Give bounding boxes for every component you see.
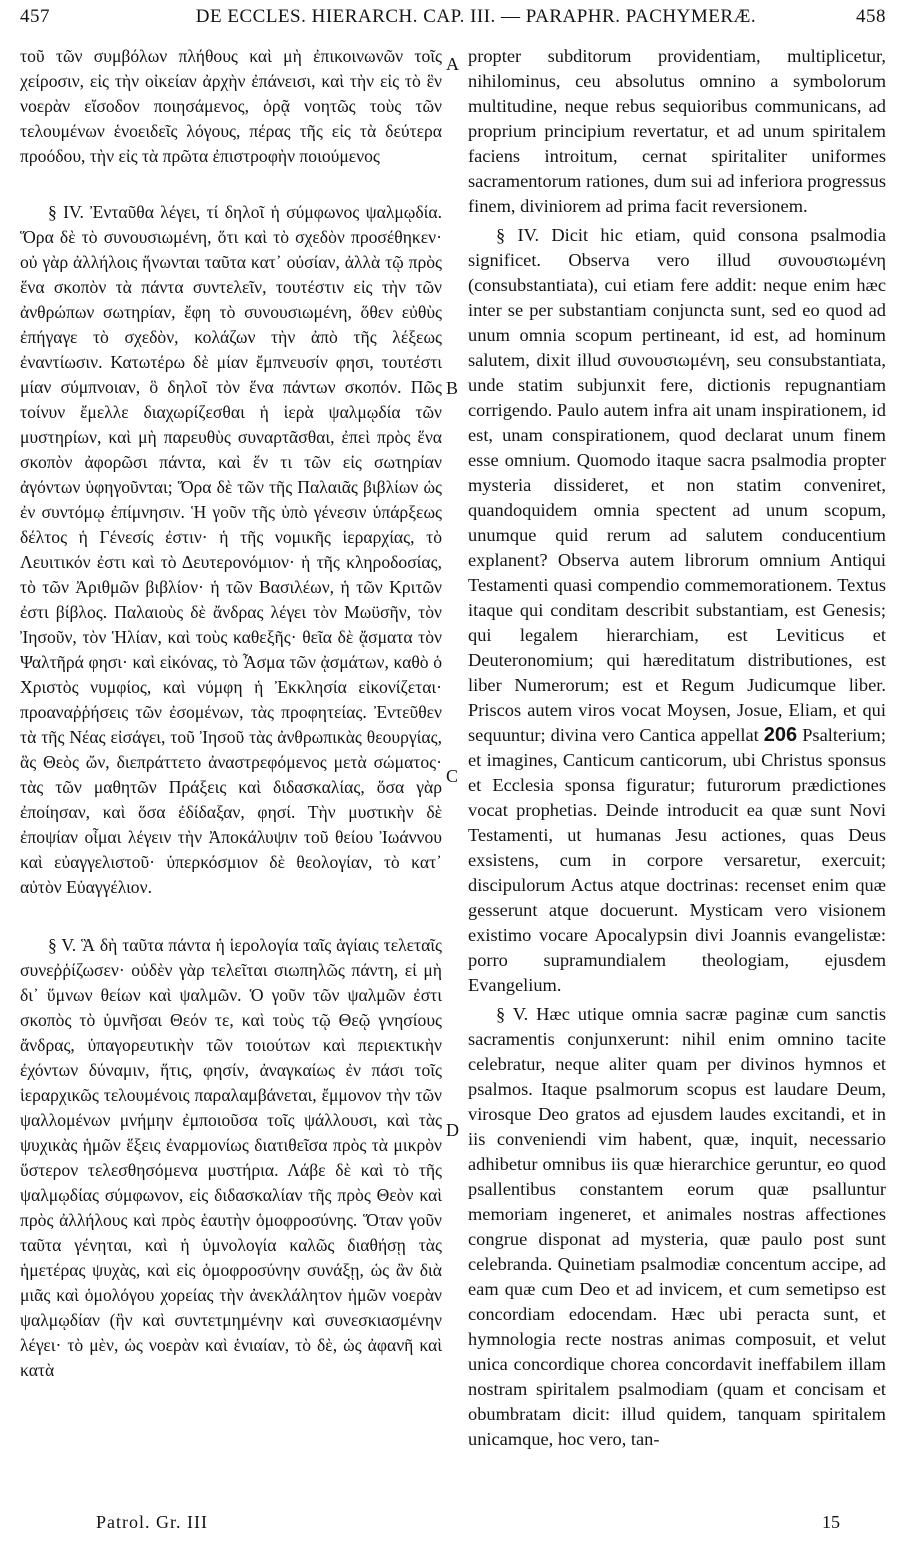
- margin-letter-d: D: [446, 1120, 459, 1140]
- latin-column: [468, 44, 886, 1492]
- running-header: [20, 6, 886, 36]
- column-number: 206: [763, 724, 798, 746]
- latin-paragraph: § V. Hæc utique omnia sacræ paginæ cum sanctis sacramentis conjunxerunt: nihil enim omnino tacite celebratur, neque aliter quam per divinos hymnos et psalmos. Itaque psalmorum scopus est laudare Deum, virosque Deo gratos ad ejusdem laudes excitandi, et in iis conveniendi vim habent, quæ, inquit, necessario adhibetur omnibus iis quæ hierarchice geruntur, eo quod psallentibus constantem eorum quæ psalluntur memoriam ingeneret, et animales nostras affectiones congrue disponat ad mysteria, quæ paulo post sunt celebranda. Quinetiam psalmodiæ concentum accipe, ad eam quæ cum Deo et ad invicem, et cum semetipso est concordiam edocendam. Hæc ubi peracta sunt, et hymnologia recte nostras animas composuit, et velut unica concordique chorea concordavit ineffabilem illam nostram spiritalem psalmodiam (quam et concisam et obumbratam dicit: illud quidem, tanquam spiritalem unicamque, hoc vero, tan-: [468, 1004, 886, 1449]
- sheet-number: 15: [822, 1512, 840, 1532]
- latin-text: § IV. Dicit hic etiam, quid consona psalmodia significet. Observa vero illud συνουσιωμένη (consubstantiata), cui etiam fere addit: neque enim hæc inter se per substantiam conjuncta sunt, sed eo quod ad unum omnia scopum pertineant, id est, ad hominum salutem, dixit illud συνουσιωμένη, seu consubstantiata, unde statim subjunxit fere, dictionis repugnantiam corrigendo. Paulo autem infra ait unam inspirationem, id est, unam conspirationem, quod declarat unum finem esse omnium. Quomodo itaque sacra psalmodia propter mysteria dissideret, et non statim conveniret, quandoquidem omnia spectent ad unum scopum, unumque quid rerum ad salutem conducentium explanent? Observa autem librorum omnium Antiqui Testamenti quasi compendio commemorationem. Textus itaque qui conditam describit substantiam, est Genesis; qui legalem hierarchiam, est Leviticus et Deuteronomium; qui hæreditatum distributiones, est liber Numerorum; est et Regum Judicumque liber. Priscos autem viros vocat Moysen, Josue, Eliam, et qui sequuntur; divina vero Cantica appellat: [468, 225, 886, 745]
- margin-letter-a: A: [446, 54, 459, 74]
- signature-mark: Patrol. Gr. III: [96, 1512, 208, 1532]
- margin-letter-c: C: [446, 766, 459, 786]
- latin-paragraph: [468, 223, 886, 998]
- greek-column: [20, 44, 442, 1492]
- running-title: DE ECCLES. HIERARCH. CAP. III. — PARAPHR. PACHYMERÆ.: [195, 6, 757, 27]
- margin-letter-b: B: [446, 378, 459, 398]
- latin-paragraph: propter subditorum providentiam, multiplicetur, nihilominus, ceu absolutus omnino a symbolorum multitudine, neque rebus sequioribus communicans, ad proprium principium revertatur, et ad unum spiritalem faciens introitum, cernat spiritaliter uniformes sacramentorum rationes, dum sui ad inferiora progressus finem, diviniorem ad prima facit reversionem.: [468, 46, 886, 216]
- greek-paragraph: τοῦ τῶν συμβόλων πλήθους καὶ μὴ ἐπικοινωνῶν τοῖς χείροσιν, εἰς τὴν οἰκείαν ἀρχὴν ἐπάνεισι, καὶ τὴν εἰς τὸ ἓν νοερὰν εἴσοδον ποιησάμενος, ὁρᾷ νοητῶς τοὺς τῶν τελουμένων ἑνοειδεῖς λόγους, πέρας τῆς εἰς τὰ δεύτερα προόδου, τὴν εἰς τὰ πρῶτα ἐπιστροφὴν ποιούμενος: [20, 46, 442, 166]
- page-number-right: 458: [856, 6, 886, 27]
- page-footer: [20, 1512, 886, 1540]
- greek-paragraph: § V. Ἃ δὴ ταῦτα πάντα ἡ ἱερολογία ταῖς ἁγίαις τελεταῖς συνεῤῥίζωσεν· οὐδὲν γὰρ τελεῖται σιωπηλῶς πάντη, εἰ μὴ δι᾽ ὕμνων θείων καὶ ψαλμῶν. Ὁ γοῦν τῶν ψαλμῶν ἐστι σκοπὸς τὸ ὑμνῆσαι Θεόν τε, καὶ τοὺς τῷ Θεῷ γνησίους ἄνδρας, ὑπαγορευτικὴν τῶν τοιούτων καὶ περιεκτικὴν ἐχόντων δύναμιν, ἥτις, φησίν, ἀναγκαίως ἐν πάσι τοῖς ἱεραρχικῶς τελουμένοις παραλαμβάνεται, ἔμμονον τὴν τῶν ψαλλομένων μνήμην ἐμποιοῦσα τοῖς ψάλλουσι, καὶ τὰς ψυχικὰς ἡμῶν ἕξεις ἐναρμονίως διατιθεῖσα πρὸς τὰ μικρὸν ὕστερον τελεσθησόμενα μυστήρια. Λάβε δὲ καὶ τὸ τῆς ψαλμῳδίας σύμφωνον, εἰς διδασκαλίαν τῆς πρὸς Θεὸν καὶ πρὸς ἀλλήλους καὶ πρὸς ἑαυτὴν ὁμοφροσύνης. Ὅταν γοῦν ταῦτα γένηται, καὶ ἡ ὑμνολογία καλῶς διαθήσῃ τὰς ἡμετέρας ψυχὰς, καὶ εἰς ὁμοφροσύνην συνάξῃ, ὡς ἂν διὰ μιᾶς καὶ ὁμολόγου χορείας τὴν ἀνεκλάλητον ἡμῶν νοερὰν ψαλμῳδίαν (ἣν καὶ συντετμημένην καὶ συνεσκιασμένην λέγει· τὸ μὲν, ὡς νοερὰν καὶ ἑνιαίαν, τὸ δὲ, ὡς ἀφανῆ καὶ κατὰ: [20, 935, 442, 1380]
- page-number-left: 457: [20, 6, 50, 27]
- greek-paragraph: § IV. Ἐνταῦθα λέγει, τί δηλοῖ ἡ σύμφωνος ψαλμῳδία. Ὅρα δὲ τὸ συνουσιωμένη, ὅτι καὶ τὸ σχεδὸν προσέθηκεν· οὐ γὰρ ἀλλήλοις ἥνωνται ταῦτα κατ᾽ οὐσίαν, ἀλλὰ τῷ πρὸς ἕνα σκοπὸν τὰ πάντα συντελεῖν, τουτέστιν εἰς τὴν τῶν ἀνθρώπων σωτηρίαν, ἔφη τὸ συνουσιωμένη, ὅθεν εὐθὺς ἐπήγαγε τὸ σχεδὸν, κολάζων τὴν ἀπὸ τῆς λέξεως ἐναντίωσιν. Κατωτέρω δὲ μίαν ἔμπνευσίν φησι, τουτέστι μίαν σύμπνοιαν, ὃ δηλοῖ τὸν ἕνα πάντων σκοπόν. Πῶς τοίνυν ἔμελλε διαχωρίζεσθαι ἡ ἱερὰ ψαλμῳδία τῶν μυστηρίων, καὶ μὴ παρευθὺς συναρτᾶσθαι, ἐπεὶ πρὸς ἕνα σκοπὸν ἀφορῶσι πάντα, καὶ ἕν τι τῶν εἰς σωτηρίαν ἀγόντων ὑφηγοῦνται; Ὅρα δὲ τῶν τῆς Παλαιᾶς βιβλίων ὡς ἐν συντόμῳ ἐπίμνησιν. Ἡ γοῦν τῆς ὑπὸ γένεσιν ὑπάρξεως δέλτος ἡ Γένεσίς ἐστιν· ἡ τῆς νομικῆς ἱεραρχίας, τὸ Λευιτικόν ἐστι καὶ τὸ Δευτερονόμιον· ἡ τῆς κληροδοσίας, τὸ τῶν Ἀριθμῶν βιβλίον· ἡ τῶν Βασιλέων, ἡ τῶν Κριτῶν ἐστι βίβλος. Παλαιοὺς δὲ ἄνδρας λέγει τὸν Μωϋσῆν, τὸν Ἰησοῦν, τὸν Ἡλίαν, καὶ τοὺς καθεξῆς· θεῖα δὲ ᾄσματα τὸν Ψαλτῆρά φησι· καὶ εἰκόνας, τὸ Ἆσμα τῶν ᾀσμάτων, καθὸ ὁ Χριστὸς νυμφίος, καὶ νύμφη ἡ Ἐκκλησία εἰκονίζεται· προαναῤῥήσεις τῶν ἐσομένων, τὰς προφητείας. Ἐντεῦθεν τὰ τῆς Νέας εἰσάγει, τοῦ Ἰησοῦ τὰς ἀνθρωπικὰς θεουργίας, ἃς Θεὸς ὤν, διεπράττετο ἀναστρεφόμενος μετὰ σώματος· τὰς τῶν μαθητῶν Πράξεις καὶ διδασκαλίας, ὅσα γὰρ ἐποίησαν, καὶ ὅσα ἐδίδαξαν, φησί. Τὴν μυστικὴν δὲ ἐποψίαν οἶμαι λέγειν τὴν Ἀποκάλυψιν τοῦ θείου Ἰωάννου καὶ εὐαγγελιστοῦ· ὑπερκόσμιον δὲ θεολογίαν, τὸ κατ᾽ αὐτὸν Εὐαγγέλιον.: [20, 202, 442, 897]
- latin-text: Psalterium; et imagines, Canticum canticorum, ubi Christus sponsus et Ecclesia sponsa figuratur; futurorum prædictiones vocat prophetias. Deinde introducit ea quæ sunt Novi Testamenti, ut humanas Jesu actiones, quas Deus exsistens, cum in corpore versaretur, exercuit; discipulorum Actus atque doctrinas: recenset enim quæ gesserunt atque docuerunt. Mysticam vero visionem existimo vocare Apocalypsin divi Joannis evangelistæ: porro supramundialem theologiam, ejusdem Evangelium.: [468, 725, 886, 995]
